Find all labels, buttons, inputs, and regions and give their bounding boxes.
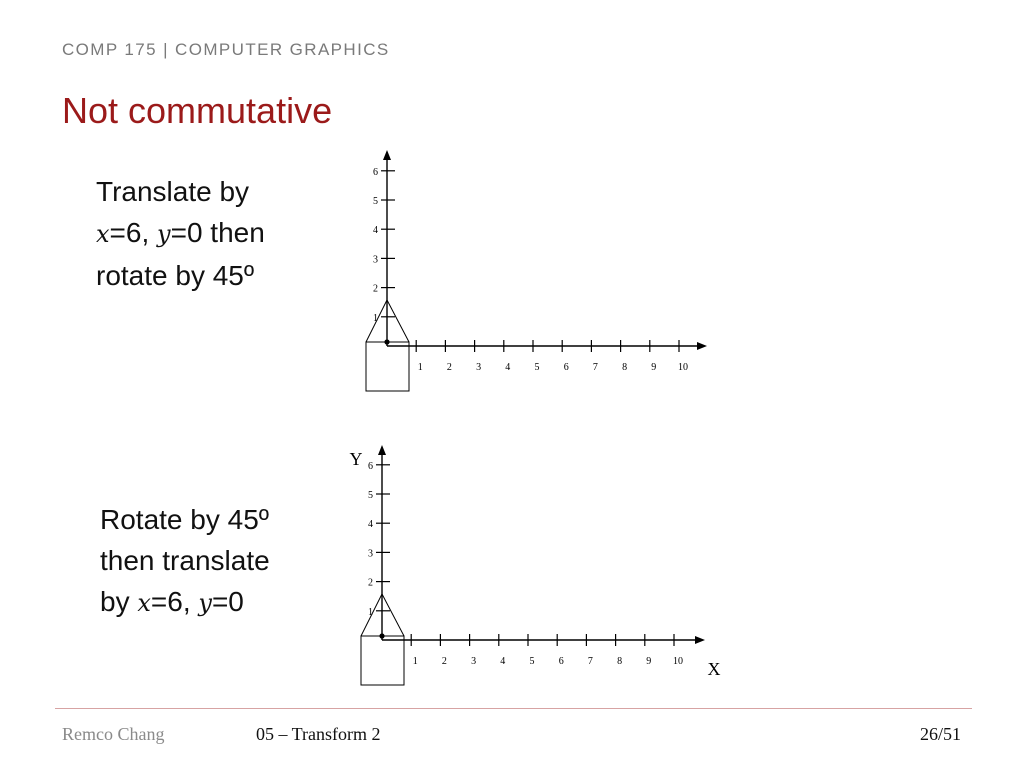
house-center-dot [379, 633, 384, 638]
y-value: =0 [211, 586, 244, 617]
y-tick-label: 6 [373, 166, 378, 178]
axes-diagram-2 [350, 445, 721, 685]
x-tick-label: 7 [592, 362, 598, 373]
footer-author: Remco Chang [62, 724, 165, 744]
footer-lecture: 05 – Transform 2 [256, 724, 381, 744]
y-tick-label: 3 [368, 548, 373, 560]
x-value: =6, [109, 217, 158, 248]
y-tick-label: 2 [373, 283, 378, 295]
caption-line: Rotate by 45º [100, 504, 269, 535]
x-tick-label: 1 [417, 362, 423, 373]
x-tick-label: 7 [587, 656, 593, 667]
x-tick-label: 9 [646, 656, 652, 667]
var-x: x [137, 589, 151, 617]
y-axis-arrow [378, 445, 386, 455]
footer-page-number: 26/51 [919, 724, 961, 744]
course-header: COMP 175 | COMPUTER GRAPHICS [62, 40, 390, 59]
y-tick-label: 1 [373, 312, 378, 324]
footer-divider [55, 708, 972, 709]
var-x: x [96, 220, 110, 248]
x-tick-label: 5 [529, 656, 535, 667]
x-tick-label: 2 [441, 656, 447, 667]
x-tick-label: 6 [563, 362, 569, 373]
x-tick-label: 3 [476, 362, 482, 373]
caption-prefix: by [100, 586, 138, 617]
x-tick-label: 8 [622, 362, 628, 373]
x-tick-label: 10 [673, 656, 683, 667]
y-tick-label: 1 [368, 606, 373, 618]
var-y: y [157, 220, 171, 248]
x-tick-label: 4 [505, 362, 511, 373]
y-axis-label: Y [349, 449, 363, 469]
caption-line: then translate [100, 545, 270, 576]
y-tick-label: 5 [368, 490, 373, 501]
x-tick-label: 5 [534, 362, 540, 373]
y-tick-label: 3 [373, 254, 378, 266]
x-axis-label: X [707, 659, 721, 679]
x-tick-label: 2 [446, 362, 452, 373]
y-value: =0 then [170, 217, 265, 248]
var-y: y [198, 589, 212, 617]
x-axis-arrow [697, 342, 707, 350]
x-tick-label: 6 [558, 656, 564, 667]
y-tick-label: 4 [373, 225, 378, 237]
caption-line: Translate by [96, 176, 250, 207]
axes-diagram-1 [366, 150, 707, 391]
y-axis-arrow [383, 150, 391, 160]
x-axis-arrow [695, 636, 705, 644]
x-tick-label: 8 [617, 656, 623, 667]
y-tick-label: 6 [368, 460, 373, 472]
slide-title: Not commutative [62, 90, 333, 131]
x-tick-label: 1 [412, 656, 418, 667]
x-tick-label: 4 [500, 656, 506, 667]
x-tick-label: 10 [678, 362, 688, 373]
y-tick-label: 4 [368, 519, 373, 531]
x-tick-label: 3 [471, 656, 477, 667]
house-body [361, 636, 404, 685]
y-tick-label: 5 [373, 196, 378, 207]
house-center-dot [384, 339, 389, 344]
y-tick-label: 2 [368, 577, 373, 589]
caption-line: rotate by 45º [96, 260, 255, 291]
x-value: =6, [150, 586, 199, 617]
house-body [366, 342, 409, 391]
x-tick-label: 9 [651, 362, 657, 373]
